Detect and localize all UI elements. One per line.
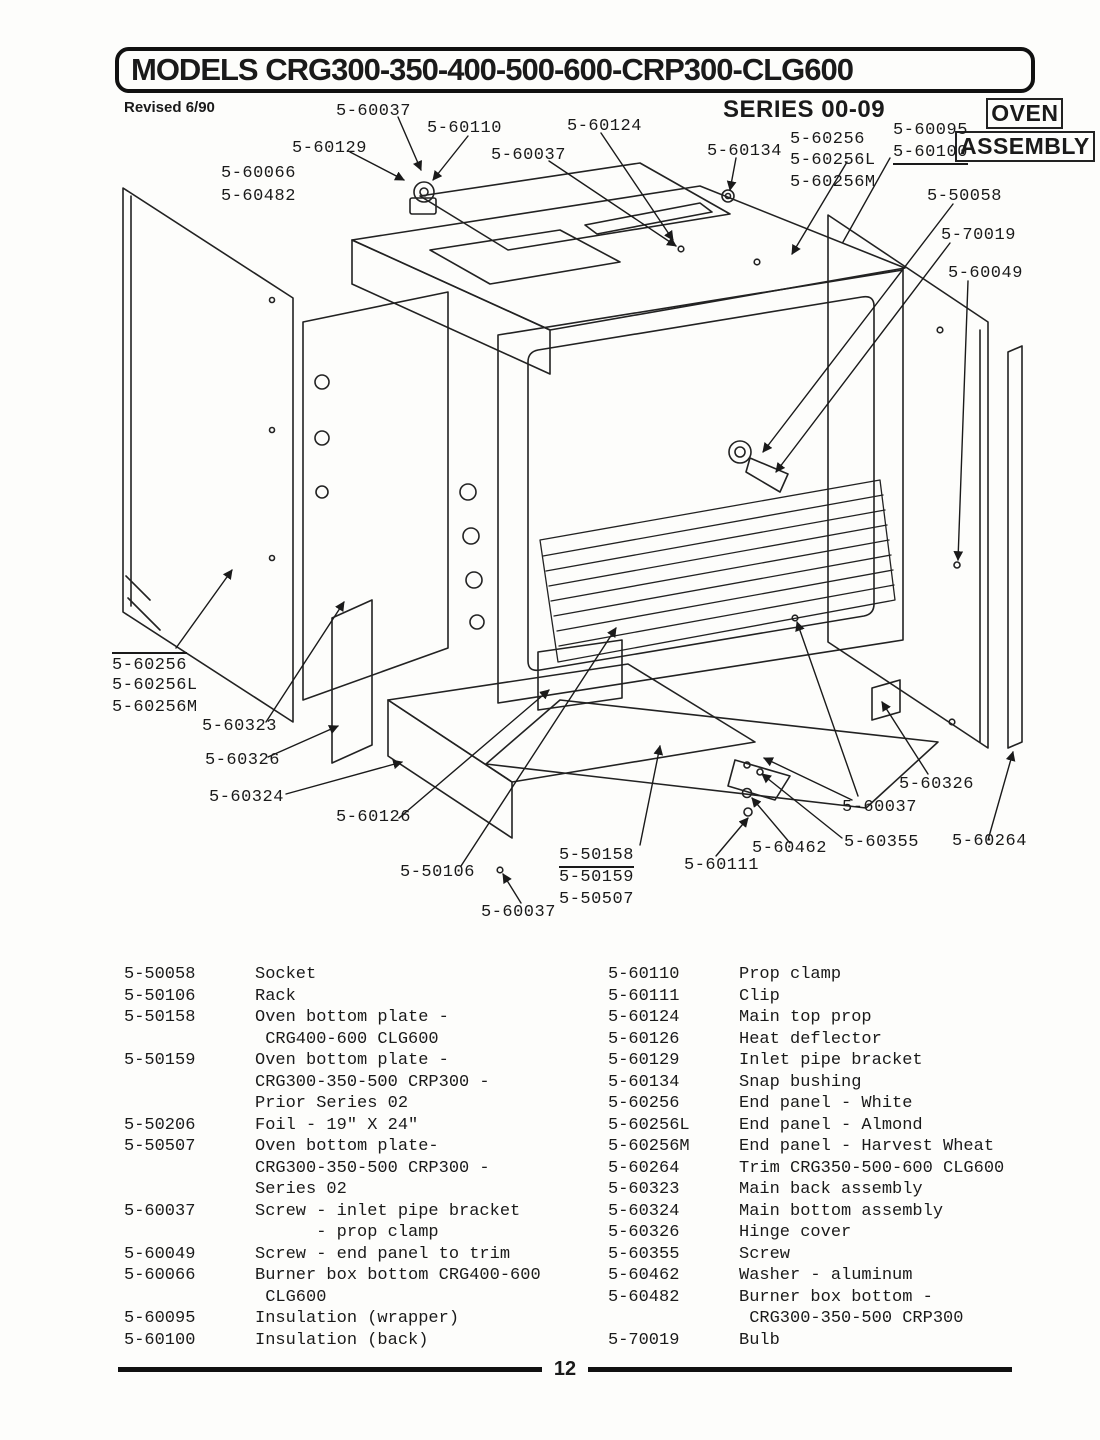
page-number: 12 bbox=[553, 1358, 577, 1380]
part-callout: 5-60256 bbox=[112, 652, 187, 675]
part-row bbox=[124, 1308, 594, 1330]
part-desc: Oven bottom plate - bbox=[255, 1051, 449, 1070]
part-row bbox=[608, 1050, 1088, 1072]
part-desc: Socket bbox=[255, 965, 317, 984]
part-desc: Insulation (back) bbox=[255, 1330, 429, 1350]
part-desc: Main bottom assembly bbox=[739, 1201, 944, 1221]
part-number: 5-60482 bbox=[608, 1287, 680, 1307]
part-number: 5-60037 bbox=[124, 1201, 196, 1221]
part-callout: 5-60264 bbox=[952, 832, 1027, 851]
part-number: 5-60256 bbox=[608, 1094, 680, 1113]
part-number: 5-60462 bbox=[608, 1266, 680, 1285]
part-desc: Heat deflector bbox=[739, 1029, 882, 1049]
part-number: 5-50206 bbox=[124, 1115, 196, 1135]
part-callout: 5-60066 bbox=[221, 164, 296, 183]
part-desc: Hinge cover bbox=[739, 1223, 852, 1242]
part-desc: Burner box bottom CRG400-600 bbox=[255, 1266, 541, 1285]
part-desc: Clip bbox=[739, 986, 780, 1006]
part-callout: 5-60037 bbox=[481, 903, 556, 922]
part-number: 5-50106 bbox=[124, 986, 196, 1006]
part-desc: Rack bbox=[255, 986, 296, 1006]
part-number: 5-60134 bbox=[608, 1072, 680, 1092]
part-row bbox=[124, 1093, 594, 1115]
part-callout: 5-60110 bbox=[427, 119, 502, 138]
part-number: 5-50159 bbox=[124, 1051, 196, 1070]
part-callout: 5-50507 bbox=[559, 890, 634, 909]
part-number: 5-50158 bbox=[124, 1008, 196, 1027]
part-row bbox=[608, 1222, 1088, 1244]
part-desc: CRG300-350-500 CRP300 bbox=[739, 1309, 964, 1328]
part-row bbox=[608, 1244, 1088, 1266]
series-label: SERIES 00-09 bbox=[723, 96, 886, 123]
part-callout: 5-60482 bbox=[221, 187, 296, 206]
footer-rule-right bbox=[588, 1367, 1012, 1372]
part-number: 5-60256L bbox=[608, 1115, 690, 1135]
part-number: 5-50507 bbox=[124, 1137, 196, 1156]
part-desc: Prior Series 02 bbox=[255, 1094, 409, 1113]
part-number: 5-50058 bbox=[124, 965, 196, 984]
part-number: 5-60264 bbox=[608, 1158, 680, 1178]
part-callout: 5-60326 bbox=[899, 775, 974, 794]
part-number: 5-60111 bbox=[608, 986, 680, 1006]
part-callout: 5-60129 bbox=[292, 139, 367, 158]
part-callout: 5-60462 bbox=[752, 839, 827, 858]
part-row bbox=[608, 1287, 1088, 1309]
part-row bbox=[124, 1158, 594, 1180]
revised-date: Revised 6/90 bbox=[124, 99, 215, 116]
part-number: 5-60110 bbox=[608, 965, 680, 984]
part-callout: 5-60049 bbox=[948, 264, 1023, 283]
part-callout: 5-60100 bbox=[893, 143, 968, 165]
part-callout: 5-60256L bbox=[112, 676, 198, 695]
models-title: MODELS CRG300-350-400-500-600-CRP300-CLG600 bbox=[131, 52, 853, 87]
page-footer bbox=[118, 1358, 1012, 1381]
part-row bbox=[124, 1179, 594, 1201]
part-callout: 5-60256M bbox=[112, 698, 198, 717]
part-desc: Oven bottom plate - bbox=[255, 1008, 449, 1027]
part-row bbox=[124, 1244, 594, 1266]
assembly-line1: OVEN bbox=[986, 98, 1063, 129]
part-callout: 5-60256L bbox=[790, 151, 876, 170]
part-callout: 5-60037 bbox=[491, 146, 566, 165]
part-callout: 5-60124 bbox=[567, 117, 642, 136]
part-callout: 5-50159 bbox=[559, 868, 634, 887]
main-back-assembly bbox=[303, 292, 448, 763]
oven-rack bbox=[540, 480, 895, 662]
part-number bbox=[124, 1222, 255, 1244]
part-desc: Insulation (wrapper) bbox=[255, 1309, 460, 1328]
part-desc: CLG600 bbox=[255, 1287, 327, 1307]
part-desc: - prop clamp bbox=[255, 1223, 439, 1242]
part-row bbox=[124, 1330, 594, 1352]
part-callout: 5-60126 bbox=[336, 808, 411, 827]
part-row bbox=[608, 986, 1088, 1008]
parts-column-right bbox=[608, 964, 1088, 1351]
part-number: 5-60324 bbox=[608, 1201, 680, 1221]
part-desc: Screw - end panel to trim bbox=[255, 1244, 511, 1264]
part-row bbox=[608, 1265, 1088, 1287]
part-row bbox=[608, 1072, 1088, 1094]
part-row bbox=[124, 986, 594, 1008]
assembly-line2: ASSEMBLY bbox=[955, 131, 1095, 162]
top-assembly bbox=[352, 163, 905, 374]
part-number: 5-60100 bbox=[124, 1330, 196, 1350]
part-desc: Prop clamp bbox=[739, 965, 842, 984]
part-desc: Inlet pipe bracket bbox=[739, 1051, 923, 1070]
part-callout: 5-60355 bbox=[844, 833, 919, 852]
part-desc: End panel - Almond bbox=[739, 1115, 923, 1135]
part-callout: 5-60324 bbox=[209, 788, 284, 807]
part-row bbox=[608, 1308, 1088, 1330]
part-desc: CRG300-350-500 CRP300 - bbox=[255, 1072, 490, 1092]
part-callout: 5-50158 bbox=[559, 846, 634, 868]
part-number bbox=[608, 1308, 739, 1330]
part-callout: 5-60111 bbox=[684, 856, 759, 875]
part-row bbox=[124, 1007, 594, 1029]
part-number bbox=[124, 1029, 255, 1051]
part-row bbox=[608, 1179, 1088, 1201]
part-number: 5-70019 bbox=[608, 1330, 680, 1350]
part-number: 5-60066 bbox=[124, 1266, 196, 1285]
left-end-panel bbox=[123, 188, 293, 722]
part-row bbox=[124, 1029, 594, 1051]
parts-column-left bbox=[124, 964, 594, 1351]
part-callout: 5-50106 bbox=[400, 863, 475, 882]
part-row bbox=[124, 1072, 594, 1094]
part-number: 5-60326 bbox=[608, 1223, 680, 1242]
part-desc: Main back assembly bbox=[739, 1180, 923, 1199]
socket-and-bulb bbox=[729, 441, 788, 492]
part-callout: 5-60256M bbox=[790, 173, 876, 192]
part-row bbox=[124, 964, 594, 986]
part-desc: Washer - aluminum bbox=[739, 1266, 913, 1285]
part-row bbox=[124, 1201, 594, 1223]
footer-rule-left bbox=[118, 1367, 542, 1372]
part-callout: 5-60134 bbox=[707, 142, 782, 161]
part-number: 5-60126 bbox=[608, 1029, 680, 1049]
part-desc: End panel - White bbox=[739, 1094, 913, 1113]
part-callout: 5-60037 bbox=[336, 102, 411, 121]
part-number bbox=[124, 1179, 255, 1201]
part-desc: Oven bottom plate- bbox=[255, 1137, 439, 1156]
part-callout: 5-60323 bbox=[202, 717, 277, 736]
part-row bbox=[124, 1265, 594, 1287]
trim-strip bbox=[1008, 346, 1022, 748]
part-number: 5-60129 bbox=[608, 1051, 680, 1070]
right-end-panel bbox=[828, 215, 988, 748]
part-number bbox=[124, 1287, 255, 1309]
part-number: 5-60095 bbox=[124, 1309, 196, 1328]
part-desc: CRG400-600 CLG600 bbox=[255, 1029, 439, 1049]
part-callout: 5-70019 bbox=[941, 226, 1016, 245]
oven-wrapper bbox=[460, 270, 903, 703]
part-desc: Series 02 bbox=[255, 1180, 347, 1199]
part-row bbox=[608, 964, 1088, 986]
part-desc: Burner box bottom - bbox=[739, 1287, 933, 1307]
part-row bbox=[608, 1201, 1088, 1223]
part-callout: 5-60326 bbox=[205, 751, 280, 770]
part-number: 5-60256M bbox=[608, 1137, 690, 1156]
part-desc: Foil - 19" X 24" bbox=[255, 1115, 419, 1135]
part-number: 5-60323 bbox=[608, 1180, 680, 1199]
part-desc: Screw - inlet pipe bracket bbox=[255, 1201, 521, 1221]
part-desc: Snap bushing bbox=[739, 1072, 862, 1092]
part-number bbox=[124, 1093, 255, 1115]
part-callout: 5-60256 bbox=[790, 130, 865, 149]
part-row bbox=[608, 1115, 1088, 1137]
part-desc: Trim CRG350-500-600 CLG600 bbox=[739, 1158, 1005, 1178]
part-callout: 5-60095 bbox=[893, 121, 968, 140]
part-number bbox=[124, 1158, 255, 1180]
part-desc: End panel - Harvest Wheat bbox=[739, 1137, 995, 1156]
part-callout: 5-60037 bbox=[842, 798, 917, 817]
part-row bbox=[124, 1287, 594, 1309]
part-desc: Bulb bbox=[739, 1330, 780, 1350]
part-row bbox=[608, 1330, 1088, 1352]
part-row bbox=[608, 1007, 1088, 1029]
part-number: 5-60049 bbox=[124, 1244, 196, 1264]
part-row bbox=[124, 1136, 594, 1158]
part-number: 5-60124 bbox=[608, 1008, 680, 1027]
part-desc: Main top prop bbox=[739, 1008, 872, 1027]
part-row bbox=[608, 1093, 1088, 1115]
leader-lines bbox=[176, 117, 1013, 903]
part-row bbox=[608, 1136, 1088, 1158]
part-callout: 5-50058 bbox=[927, 187, 1002, 206]
part-row bbox=[608, 1158, 1088, 1180]
part-row bbox=[124, 1222, 594, 1244]
part-number: 5-60355 bbox=[608, 1244, 680, 1264]
part-row bbox=[124, 1115, 594, 1137]
part-desc: Screw bbox=[739, 1244, 791, 1264]
part-desc: CRG300-350-500 CRP300 - bbox=[255, 1158, 490, 1178]
part-row bbox=[608, 1029, 1088, 1051]
part-number bbox=[124, 1072, 255, 1094]
part-row bbox=[124, 1050, 594, 1072]
